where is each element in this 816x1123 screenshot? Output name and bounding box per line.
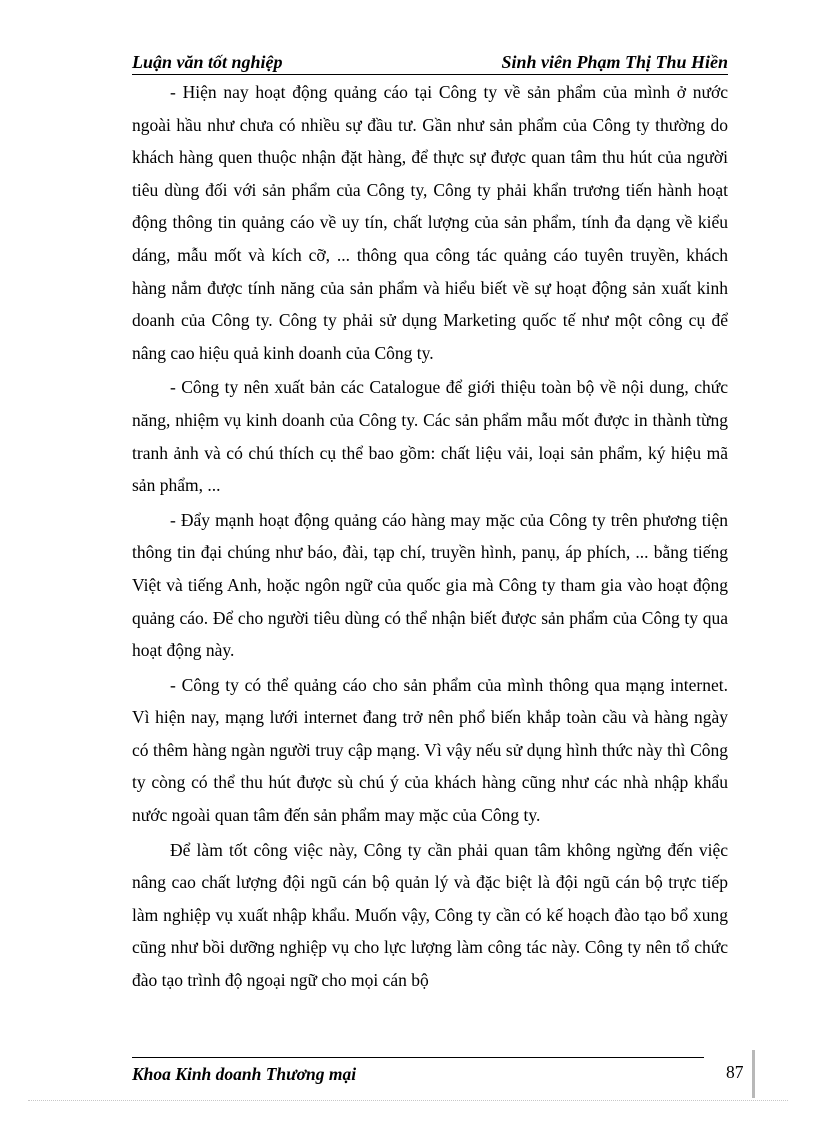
paragraph-mass-media: - Đẩy mạnh hoạt động quảng cáo hàng may mặc của Công ty trên phương tiện thông tin đại chúng như báo, đài, tạp chí, truyền hình, panụ, áp phích, ... bằng tiếng Việt và tiếng Anh, hoặc ngôn ngữ của quốc gia mà Công ty tham gia vào hoạt động quảng cáo. Để cho người tiêu dùng có thể nhận biết được sản phẩm của Công ty qua hoạt động này. — [132, 509, 728, 661]
header-divider — [132, 74, 728, 75]
paragraph-staff-training: Để làm tốt công việc này, Công ty cần phải quan tâm không ngừng đến việc nâng cao chất lượng đội ngũ cán bộ quản lý và đặc biệt là đội ngũ cán bộ trực tiếp làm nghiệp vụ xuất nhập khẩu. Muốn vậy, Công ty cần có kế hoạch đào tạo bổ xung cũng như bồi dưỡng nghiệp vụ cho lực lượng làm công tác này. Công ty nên tổ chức đào tạo trình độ ngoại ngữ cho mọi cán bộ — [132, 839, 728, 991]
paragraph-advertising-abroad: - Hiện nay hoạt động quảng cáo tại Công ty về sản phẩm của mình ở nước ngoài hầu như chưa có nhiều sự đầu tư. Gần như sản phẩm của Công ty thường do khách hàng quen thuộc nhận đặt hàng, để thực sự được quan tâm thu hút của người tiêu dùng đối với sản phẩm của Công ty, Công ty phải khẩn trương tiến hành hoạt động thông tin quảng cáo về uy tín, chất lượng của sản phẩm, tính đa dạng về kiểu dáng, mẫu mốt và kích cỡ, ... thông qua công tác quảng cáo tuyên truyền, khách hàng nắm được tính năng của sản phẩm và hiểu biết về sự hoạt động sản xuất kinh doanh của Công ty. Công ty phải sử dụng Marketing quốc tế như một công cụ để nâng cao hiệu quả kinh doanh của Công ty. — [132, 82, 728, 363]
header-thesis-label: Luận văn tốt nghiệp — [132, 52, 283, 72]
page-shadow-edge — [752, 1050, 755, 1098]
page-body — [132, 76, 728, 999]
paragraph-catalogue: - Công ty nên xuất bản các Catalogue để giới thiệu toàn bộ về nội dung, chức năng, nhiệm vụ kinh doanh của Công ty. Các sản phẩm mẫu mốt được in thành từng tranh ảnh và có chú thích cụ thể bao gồm: chất liệu vải, loại sản phẩm, ký hiệu mã sản phẩm, ... — [132, 377, 728, 496]
header-student-name: Sinh viên Phạm Thị Thu Hiền — [501, 52, 728, 72]
page-trim-line — [28, 1100, 788, 1101]
footer-faculty: Khoa Kinh doanh Thương mại — [132, 1064, 357, 1084]
paragraph-internet: - Công ty có thể quảng cáo cho sản phẩm của mình thông qua mạng internet. Vì hiện nay, mạng lưới internet đang trở nên phổ biến khắp toàn cầu và hàng ngày có thêm hàng ngàn người truy cập mạng. Vì vậy nếu sử dụng hình thức này thì Công ty còng có thể thu hút được sù chú ý của khách hàng cũng như các nhà nhập khẩu nước ngoài quan tâm đến sản phẩm may mặc của Công ty. — [132, 674, 728, 826]
page-number: 87 — [726, 1062, 744, 1082]
footer-divider — [132, 1057, 704, 1058]
